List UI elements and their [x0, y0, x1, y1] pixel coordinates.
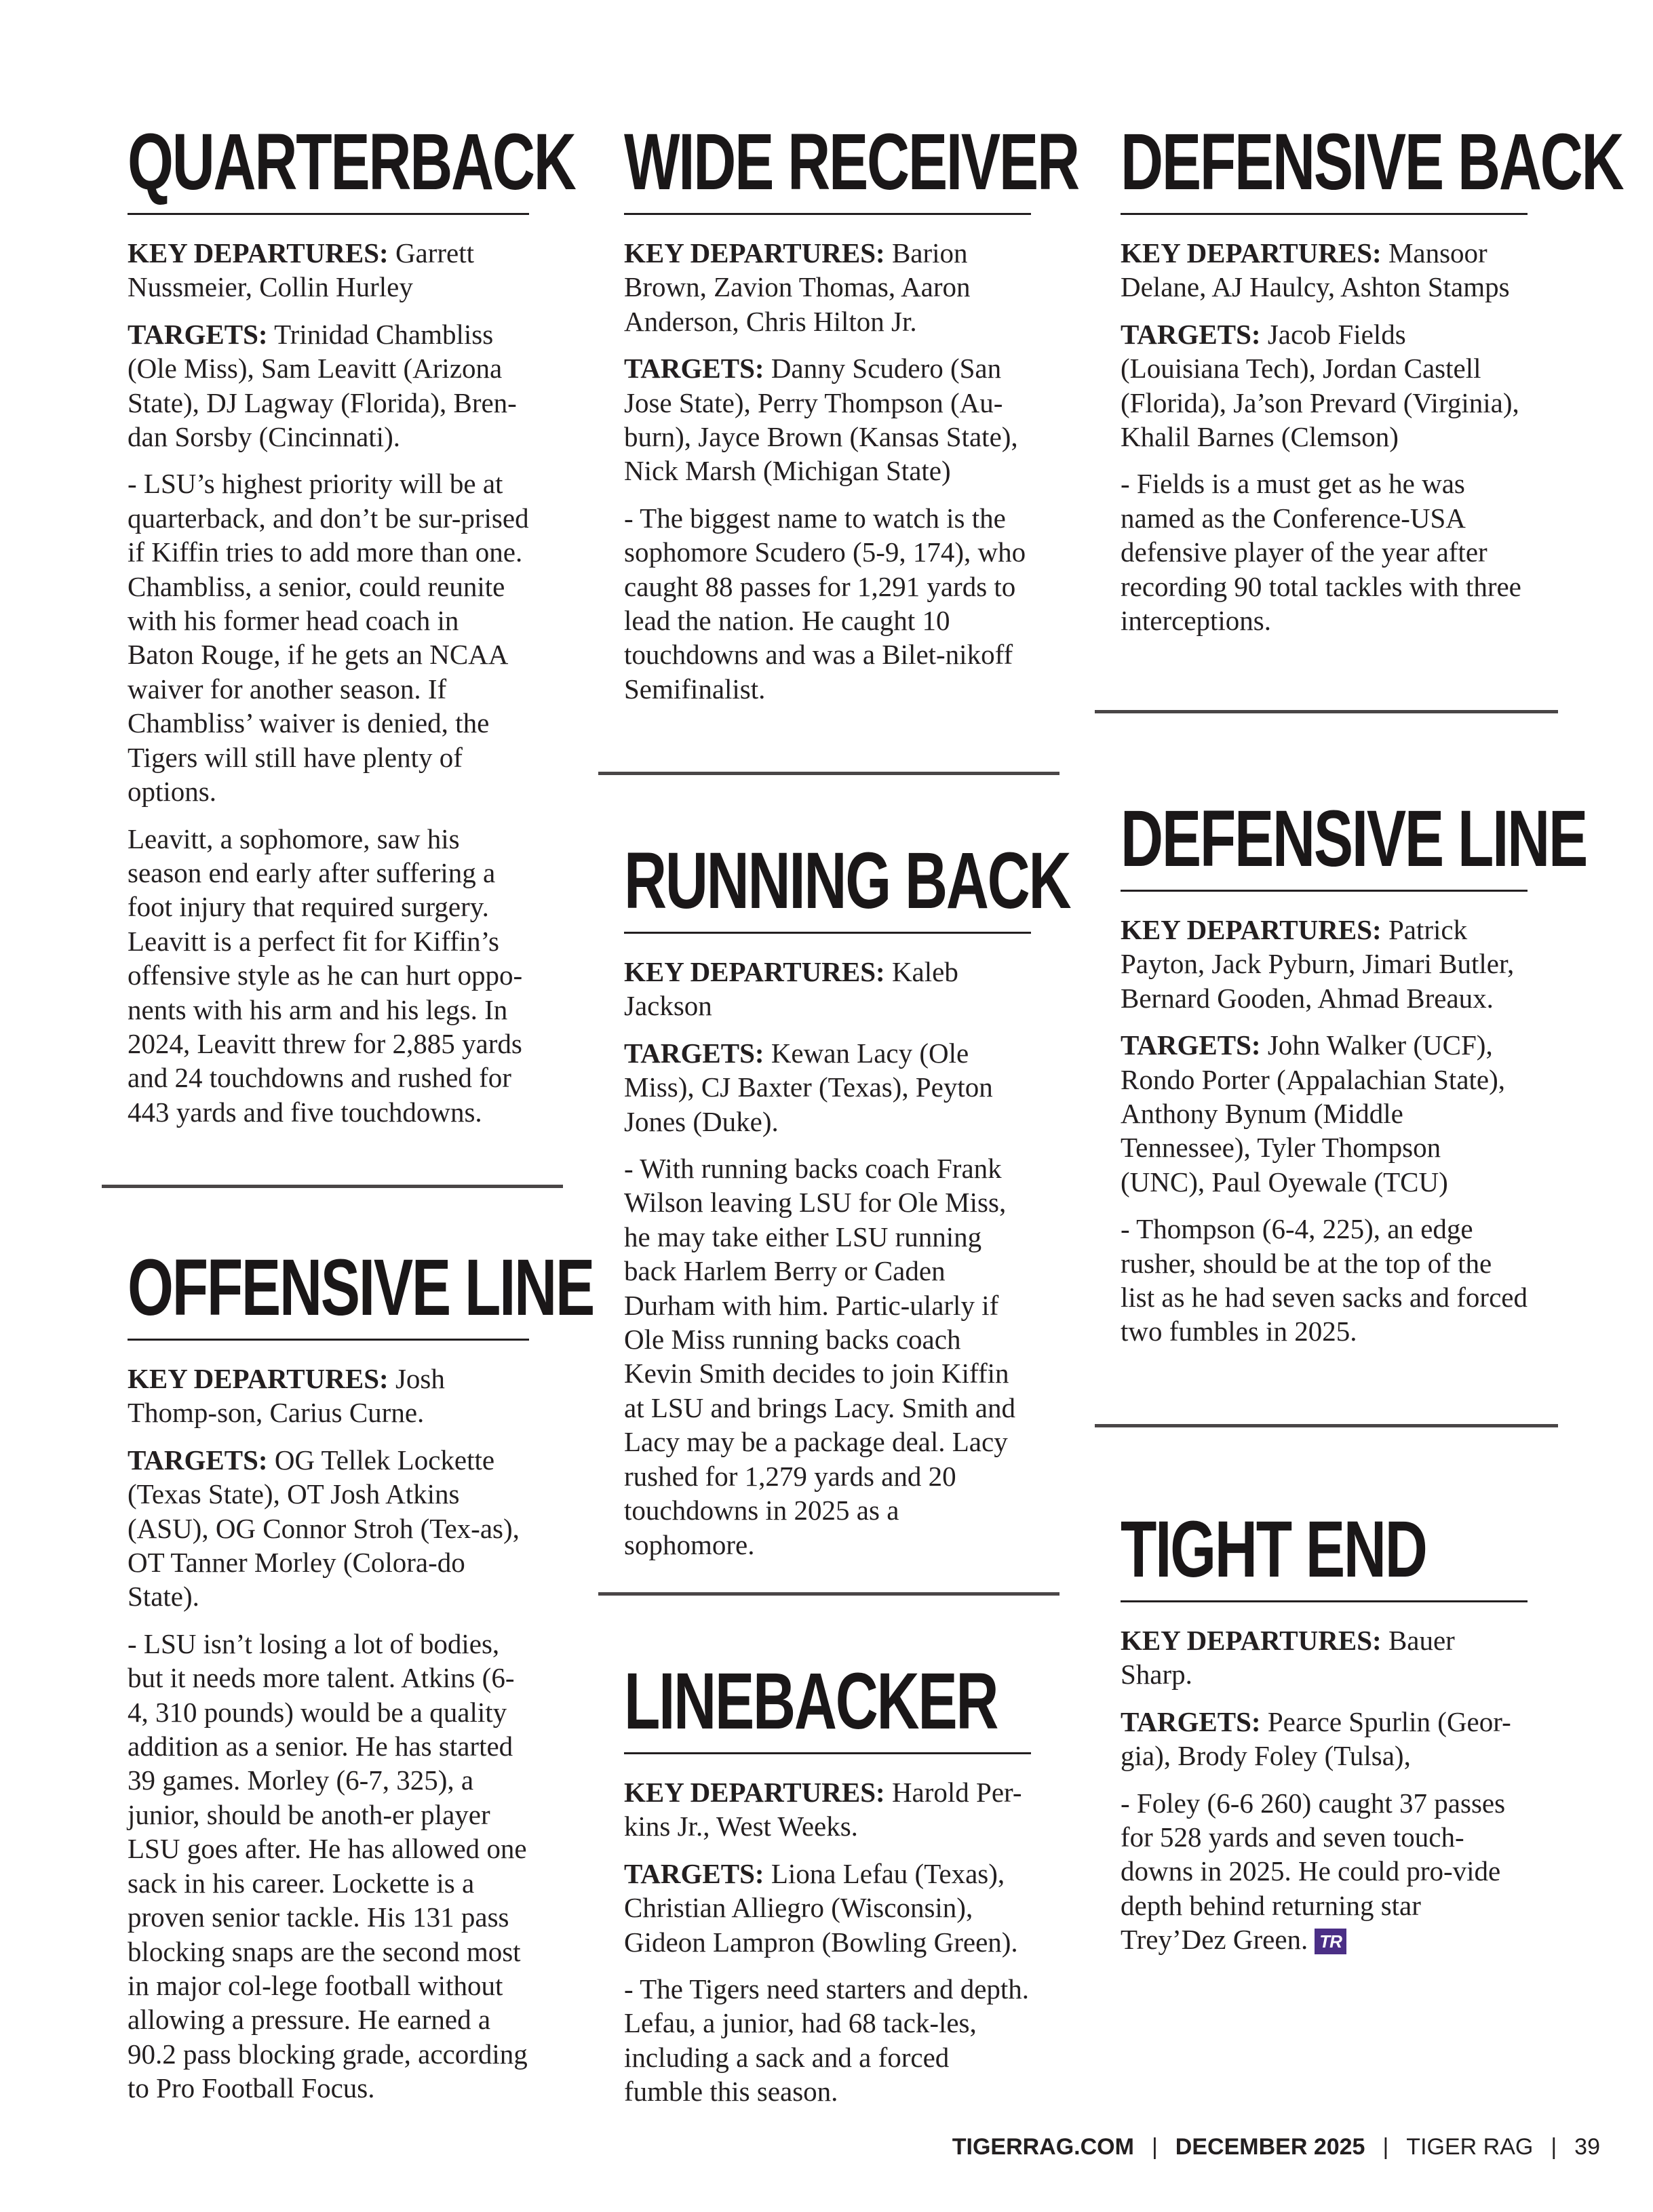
- title-rule: [1121, 1600, 1528, 1602]
- section-title: DEFENSIVE LINE: [1121, 794, 1587, 884]
- section-divider: [1095, 1424, 1558, 1427]
- section-body: [128, 1362, 529, 2118]
- footer-separator: |: [1551, 2134, 1557, 2160]
- targets: TARGETS: Trinidad Chambliss (Ole Miss), Sam Leavitt (Arizona State), DJ Lagway (Florida), Bren-dan Sorsby (Cincinnati).: [128, 318, 517, 453]
- paragraph: - Foley (6-6 260) caught 37 passes for 528 yards and seven touch-downs in 2025. He could pro-vide depth behind returning star Trey’Dez Green. TR: [1121, 1787, 1506, 1956]
- footer-publication: TIGER RAG: [1406, 2134, 1534, 2160]
- title-rule: [624, 213, 1031, 215]
- targets: TARGETS: Danny Scudero (San Jose State), Perry Thompson (Au-burn), Jayce Brown (Kansas State), Nick Marsh (Michigan State): [624, 353, 1018, 487]
- section-divider: [1095, 710, 1558, 713]
- section-running-back: [624, 836, 1070, 1560]
- targets: TARGETS: John Walker (UCF), Rondo Porter (Appalachian State), Anthony Bynum (Middle Tennessee), Tyler Thompson (UNC), Paul Oyewale (TCU): [1121, 1029, 1506, 1198]
- section-body: [1121, 1623, 1528, 1970]
- section-title: DEFENSIVE BACK: [1121, 117, 1623, 207]
- paragraph: - The biggest name to watch is the sophomore Scudero (5-9, 174), who caught 88 passes for 1,291 yards to lead the nation. He caught 10 touchdowns and was a Bilet-nikoff Semifinalist.: [624, 502, 1026, 705]
- paragraph: - The Tigers need starters and depth. Lefau, a junior, had 68 tack-les, including a sack and a forced fumble this season.: [624, 1973, 1030, 2108]
- section-tight-end: [1121, 1505, 1528, 1956]
- key-departures: KEY DEPARTURES: Harold Per-kins Jr., West Weeks.: [624, 1777, 1022, 1842]
- section-title: QUARTERBACK: [128, 117, 575, 207]
- section-title: RUNNING BACK: [624, 836, 1070, 926]
- footer-site: TIGERRAG.COM: [952, 2134, 1134, 2160]
- section-body: [624, 236, 1031, 719]
- targets: TARGETS: Pearce Spurlin (Geor-gia), Brody Foley (Tulsa),: [1121, 1705, 1511, 1772]
- title-rule: [1121, 890, 1528, 892]
- section-body: [624, 955, 1031, 1575]
- section-body: [1121, 913, 1528, 1362]
- section-offensive-line: [128, 1243, 594, 2104]
- title-rule: [624, 1752, 1031, 1754]
- section-title: WIDE RECEIVER: [624, 117, 1078, 207]
- footer-separator: |: [1382, 2134, 1389, 2160]
- key-departures: KEY DEPARTURES: Patrick Payton, Jack Pyburn, Jimari Butler, Bernard Gooden, Ahmad Breaux.: [1121, 914, 1515, 1014]
- section-divider: [598, 1592, 1059, 1596]
- targets: TARGETS: Liona Lefau (Texas), Christian Alliegro (Wisconsin), Gideon Lampron (Bowling Green).: [624, 1857, 1018, 1958]
- paragraph: - LSU’s highest priority will be at quarterback, and don’t be sur-prised if Kiffin tries to add more than one. Chambliss, a senior, could reunite with his former head coach in Baton Rouge, if he gets an NCAA waiver for another season. If Chambliss’ waiver is denied, the Tigers will still have plenty of options.: [128, 468, 529, 808]
- page-footer: [952, 2133, 1600, 2160]
- title-rule: [128, 213, 529, 215]
- targets: TARGETS: Kewan Lacy (Ole Miss), CJ Baxter (Texas), Peyton Jones (Duke).: [624, 1037, 993, 1137]
- section-divider: [598, 772, 1059, 775]
- section-body: [624, 1775, 1031, 2122]
- section-defensive-line: [1121, 794, 1587, 1347]
- key-departures: KEY DEPARTURES: Josh Thomp-son, Carius Curne.: [128, 1363, 445, 1429]
- key-departures: KEY DEPARTURES: Garrett Nussmeier, Collin Hurley: [128, 237, 475, 303]
- section-linebacker: [624, 1657, 1031, 2108]
- section-divider: [102, 1185, 563, 1188]
- footer-separator: |: [1151, 2134, 1158, 2160]
- paragraph: - LSU isn’t losing a lot of bodies, but it needs more talent. Atkins (6-4, 310 pounds) would be a quality addition as a senior. He has started 39 games. Morley (6-7, 325), a junior, should be anoth-er player LSU goes after. He has allowed one sack in his career. Lockette is a proven senior tackle. His 131 pass blocking snaps are the second most in major col-lege football without allowing a pressure. He earned a 90.2 pass blocking grade, according to Pro Football Focus.: [128, 1627, 528, 2104]
- section-title: LINEBACKER: [624, 1657, 998, 1746]
- section-body: [128, 236, 529, 1142]
- tiger-rag-end-mark-icon: TR: [1315, 1929, 1346, 1954]
- section-body: [1121, 236, 1528, 650]
- section-quarterback: [128, 117, 575, 1128]
- key-departures: KEY DEPARTURES: Mansoor Delane, AJ Haulcy, Ashton Stamps: [1121, 237, 1510, 303]
- targets: TARGETS: Jacob Fields (Louisiana Tech), Jordan Castell (Florida), Ja’son Prevard (Virginia), Khalil Barnes (Clemson): [1121, 318, 1519, 453]
- footer-issue: DECEMBER 2025: [1175, 2134, 1365, 2160]
- page-number: 39: [1574, 2134, 1600, 2160]
- section-defensive-back: [1121, 117, 1623, 637]
- section-title: OFFENSIVE LINE: [128, 1243, 594, 1332]
- title-rule: [1121, 213, 1528, 215]
- section-wide-receiver: [624, 117, 1078, 705]
- title-rule: [128, 1339, 529, 1341]
- section-title: TIGHT END: [1121, 1505, 1426, 1594]
- paragraph: - Thompson (6-4, 225), an edge rusher, should be at the top of the list as he had seven sacks and forced two fumbles in 2025.: [1121, 1213, 1528, 1347]
- key-departures: KEY DEPARTURES: Kaleb Jackson: [624, 956, 958, 1022]
- key-departures: KEY DEPARTURES: Barion Brown, Zavion Thomas, Aaron Anderson, Chris Hilton Jr.: [624, 237, 971, 337]
- paragraph: - Fields is a must get as he was named as the Conference-USA defensive player of the year after recording 90 total tackles with three interceptions.: [1121, 468, 1521, 637]
- paragraph: - With running backs coach Frank Wilson leaving LSU for Ole Miss, he may take either LSU running back Harlem Berry or Caden Durham with him. Partic-ularly if Ole Miss running backs coach Kevin Smith decides to join Kiffin at LSU and brings Lacy. Smith and Lacy may be a package deal. Lacy rushed for 1,279 yards and 20 touchdowns in 2025 as a sophomore.: [624, 1153, 1015, 1560]
- title-rule: [624, 932, 1031, 934]
- paragraph: Leavitt, a sophomore, saw his season end early after suffering a foot injury that required surgery. Leavitt is a perfect fit for Kiffin’s offensive style as he can hurt oppo-nents with his arm and his legs. In 2024, Leavitt threw for 2,885 yards and 24 touchdowns and rushed for 443 yards and five touchdowns.: [128, 823, 523, 1128]
- key-departures: KEY DEPARTURES: Bauer Sharp.: [1121, 1625, 1455, 1691]
- targets: TARGETS: OG Tellek Lockette (Texas State), OT Josh Atkins (ASU), OG Connor Stroh (Tex-as), OT Tanner Morley (Colora-do State).: [128, 1444, 520, 1613]
